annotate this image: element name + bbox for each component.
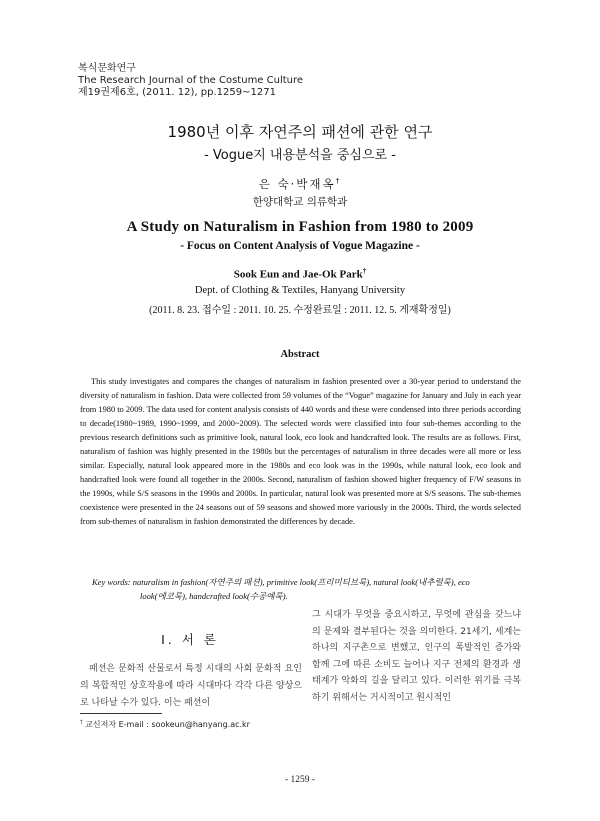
abstract-heading: Abstract <box>280 349 320 360</box>
right-column-text: 그 시대가 무엇을 중요시하고, 무엇에 관심을 갖느냐의 문제와 결부된다는 것을 의미한다. 21세기, 세계는 하나의 지구촌으로 변했고, 인구의 폭발적인 증가와 함께 그에 따른 소비도 늘어나 지구 전체의 환경과 생태계가 악화의 길을 달리고 있다. 이러한 위기를 극복하기 위해서는 거시적이고 원시적인 <box>312 610 521 703</box>
keywords-line-2: look(에코룩), handcrafted look(수공예룩). <box>140 591 288 601</box>
footnote-divider <box>80 713 162 714</box>
page-number: - 1259 - <box>284 775 316 785</box>
subtitle-ko: - Vogue지 내용분석을 중심으로 - <box>204 148 396 163</box>
abstract-body <box>80 375 521 529</box>
footnote-mark: † <box>80 719 83 726</box>
section-heading: Ⅰ. 서 론 <box>161 632 219 647</box>
left-column-text <box>80 661 302 712</box>
submission-dates: (2011. 8. 23. 접수일 : 2011. 10. 25. 수정완료일 : 2011. 12. 5. 게재확정일) <box>149 305 451 316</box>
journal-name-ko: 복식문화연구 <box>78 63 136 74</box>
department-en: Dept. of Clothing & Textiles, Hanyang University <box>194 285 406 296</box>
abstract-text: This study investigates and compares the changes of naturalism in fashion presented over a 30-year period to understand the diversity of naturalism in fashion. Data were collected from 59 volumes of the “Vogue” magazine for January and July in each year from 1980 to 2009. The data used for content analysis consists of 440 words and these were condensed into three periods according to decade(1980~1989, 1990~1999, and 2000~2009). The selected words were classified into four sub-themes according to the previous research definitions such as primitive look, natural look, eco look and handcrafted look. The results are as follows. First, naturalism of fashion was highly presented in the 1980s but the percentages of naturalism in three decades were all more or less similar. Especially, natural look appeared more in the 1980s and eco look was in the 1990s, while natural look, eco look and handcrafted look were found all together in the 2000s. Second, naturalism of fashion showed higher frequency of F/W seasons in the 1990s, while S/S seasons in the 1990s and 2000s. In particular, natural look was presented more at S/S seasons. The sub-themes coexistence were presented in the 24 seasons out of 59 seasons and showed more variously in the 2000s. Third, the words selected from sub-themes of naturalism in fashion demonstrated the differences by decade. <box>80 377 521 526</box>
subtitle-en: - Focus on Content Analysis of Vogue Magazine - <box>180 240 420 252</box>
affiliation-ko: 한양대학교 의류학과 <box>252 196 348 208</box>
keywords <box>92 575 522 603</box>
authors-en <box>0 267 600 281</box>
corresponding-mark-en: † <box>362 267 367 275</box>
authors-ko-names: 은 숙·박재옥 <box>258 177 336 191</box>
left-column-body: 패션은 문화적 산물로서 특정 시대의 사회 문화적 요인의 복합적인 상호작용에 따라 시대마다 각각 다른 양상으로 나타날 수가 있다. 이는 패션이 <box>80 664 302 708</box>
journal-issue: 제19권제6호, (2011. 12), pp.1259~1271 <box>78 87 276 98</box>
journal-name-en: The Research Journal of the Costume Culture <box>78 75 304 86</box>
footnote-text: 교신저자 E-mail : sookeun@hanyang.ac.kr <box>85 720 250 729</box>
title-ko: 1980년 이후 자연주의 패션에 관한 연구 <box>167 123 433 141</box>
journal-header <box>78 63 303 99</box>
title-en: A Study on Naturalism in Fashion from 1980 to 2009 <box>126 219 474 235</box>
footnote <box>80 719 250 730</box>
keywords-line-1: Key words: naturalism in fashion(자연주의 패션), primitive look(프리미티브룩), natural look(내추럴룩), eco <box>92 577 470 587</box>
authors-en-names: Sook Eun and Jae-Ok Park <box>233 268 363 281</box>
authors-ko <box>0 176 600 192</box>
corresponding-mark-ko: † <box>335 176 342 186</box>
